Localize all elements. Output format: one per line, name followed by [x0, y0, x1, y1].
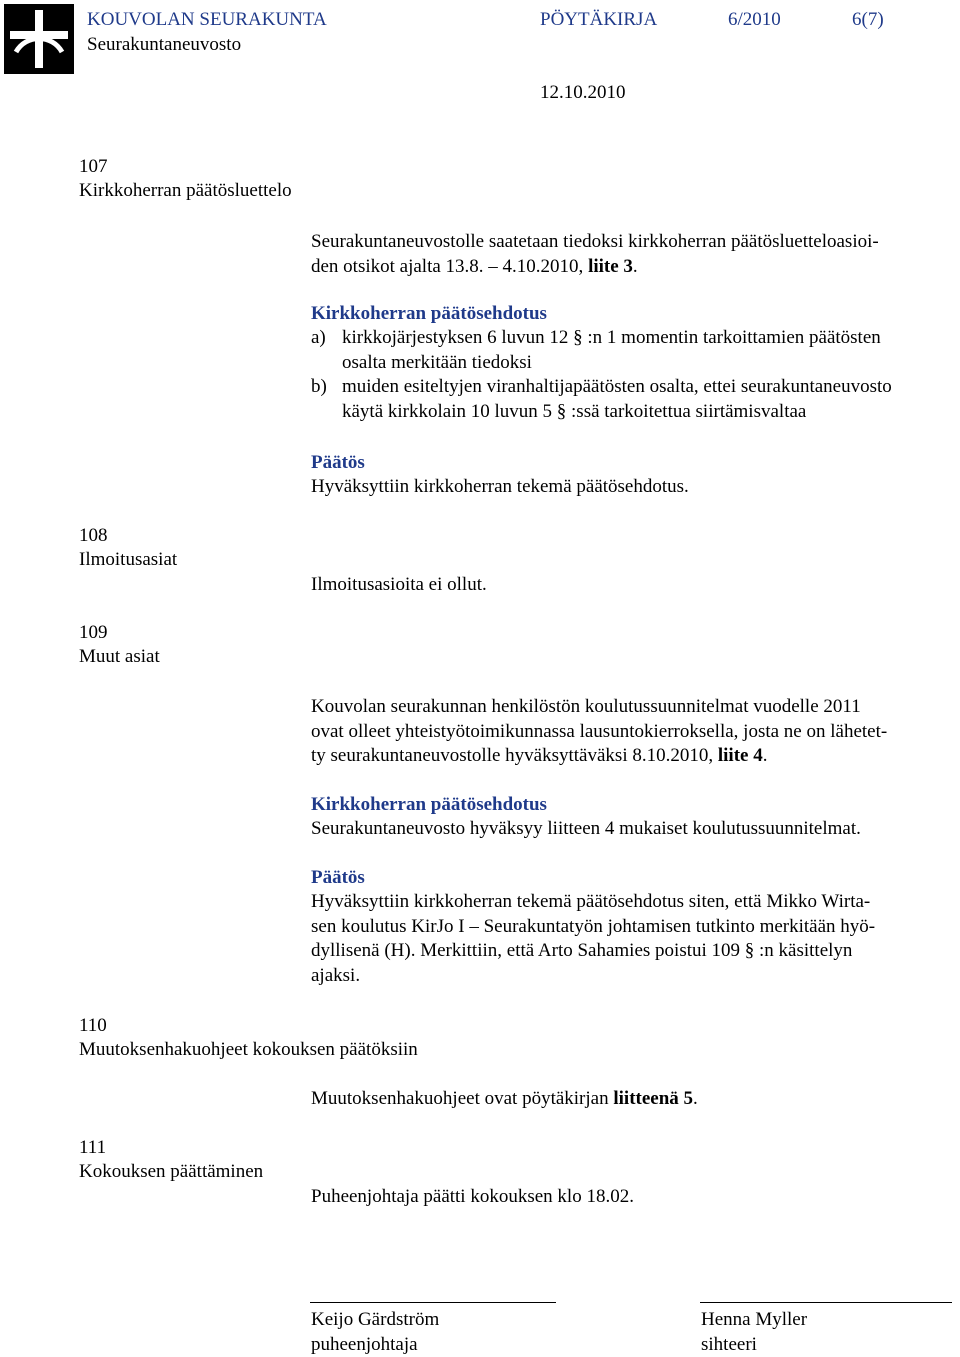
section-109-decision-line4: ajaksi.: [311, 965, 361, 986]
signature-secretary-name: Henna Myller: [701, 1309, 808, 1330]
meeting-date: 12.10.2010: [540, 82, 626, 103]
section-109-decision-line2: sen koulutus KirJo I – Seurakuntatyön johtamisen tutkinto merkitään hyö-: [311, 916, 876, 937]
item-b-line2: käytä kirkkolain 10 luvun 5 § :ssä tarkoitettua siirtämisvaltaa: [342, 401, 807, 422]
section-108-title: Ilmoitusasiat: [79, 549, 178, 570]
section-107-intro-line2: den otsikot ajalta 13.8. – 4.10.2010, liite 3.: [311, 256, 638, 277]
item-a-line1: kirkkojärjestyksen 6 luvun 12 § :n 1 momentin tarkoittamien päätösten: [342, 327, 881, 348]
attachment-4-ref: liite 4: [717, 745, 763, 766]
church-cross-logo-icon: [4, 4, 74, 74]
doc-type: PÖYTÄKIRJA: [540, 9, 658, 30]
section-108-number: 108: [79, 525, 108, 546]
section-111-number: 111: [79, 1137, 107, 1158]
section-109-decision-line3: dyllisenä (H). Merkittiin, että Arto Sahamies poistui 109 § :n käsittelyn: [311, 940, 853, 961]
section-107-decision-heading: Päätös: [311, 452, 365, 473]
section-109-number: 109: [79, 622, 108, 643]
section-107-intro-line1: Seurakuntaneuvostolle saatetaan tiedoksi kirkkoherran päätösluetteloasioi-: [311, 231, 879, 252]
section-111-text: Puheenjohtaja päätti kokouksen klo 18.02.: [311, 1186, 634, 1207]
section-108-text: Ilmoitusasioita ei ollut.: [311, 574, 487, 595]
doc-number: 6/2010: [728, 9, 781, 30]
section-107-proposal-heading: Kirkkoherran päätösehdotus: [311, 303, 547, 324]
section-109-decision-line1: Hyväksyttiin kirkkoherran tekemä päätösehdotus siten, että Mikko Wirta-: [311, 891, 871, 912]
attachment-5-ref: liitteenä 5: [613, 1088, 694, 1109]
page-number: 6(7): [852, 9, 884, 30]
signature-line-chair: [310, 1302, 556, 1303]
item-b-label: b): [311, 376, 327, 397]
section-109-para-line3: ty seurakuntaneuvostolle hyväksyttäväksi 8.10.2010, liite 4.: [311, 745, 768, 766]
section-107-title: Kirkkoherran päätösluettelo: [79, 180, 292, 201]
body-name: Seurakuntaneuvosto: [87, 34, 242, 55]
section-107-decision: Hyväksyttiin kirkkoherran tekemä päätösehdotus.: [311, 476, 689, 497]
section-109-title: Muut asiat: [79, 646, 160, 667]
section-109-proposal-heading: Kirkkoherran päätösehdotus: [311, 794, 547, 815]
section-109-para-line2: ovat olleet yhteistyötoimikunnassa lausuntokierroksella, josta ne on lähetet-: [311, 721, 888, 742]
org-name: KOUVOLAN SEURAKUNTA: [87, 9, 327, 30]
attachment-3-ref: liite 3: [588, 256, 633, 277]
section-110-title: Muutoksenhakuohjeet kokouksen päätöksiin: [79, 1039, 418, 1060]
item-a-label: a): [311, 327, 326, 348]
section-110-text: Muutoksenhakuohjeet ovat pöytäkirjan liitteenä 5.: [311, 1088, 698, 1109]
section-109-proposal: Seurakuntaneuvosto hyväksyy liitteen 4 mukaiset koulutussuunnitelmat.: [311, 818, 861, 839]
section-111-title: Kokouksen päättäminen: [79, 1161, 264, 1182]
signature-line-secretary: [700, 1302, 952, 1303]
section-109-decision-heading: Päätös: [311, 867, 365, 888]
signature-chair-name: Keijo Gärdström: [311, 1309, 440, 1330]
item-a-line2: osalta merkitään tiedoksi: [342, 352, 532, 373]
section-110-number: 110: [79, 1015, 107, 1036]
signature-secretary-role: sihteeri: [701, 1334, 757, 1355]
signature-chair-role: puheenjohtaja: [311, 1334, 418, 1355]
item-b-line1: muiden esiteltyjen viranhaltijapäätösten osalta, ettei seurakuntaneuvosto: [342, 376, 892, 397]
section-109-para-line1: Kouvolan seurakunnan henkilöstön koulutussuunnitelmat vuodelle 2011: [311, 696, 861, 717]
section-107-number: 107: [79, 156, 108, 177]
